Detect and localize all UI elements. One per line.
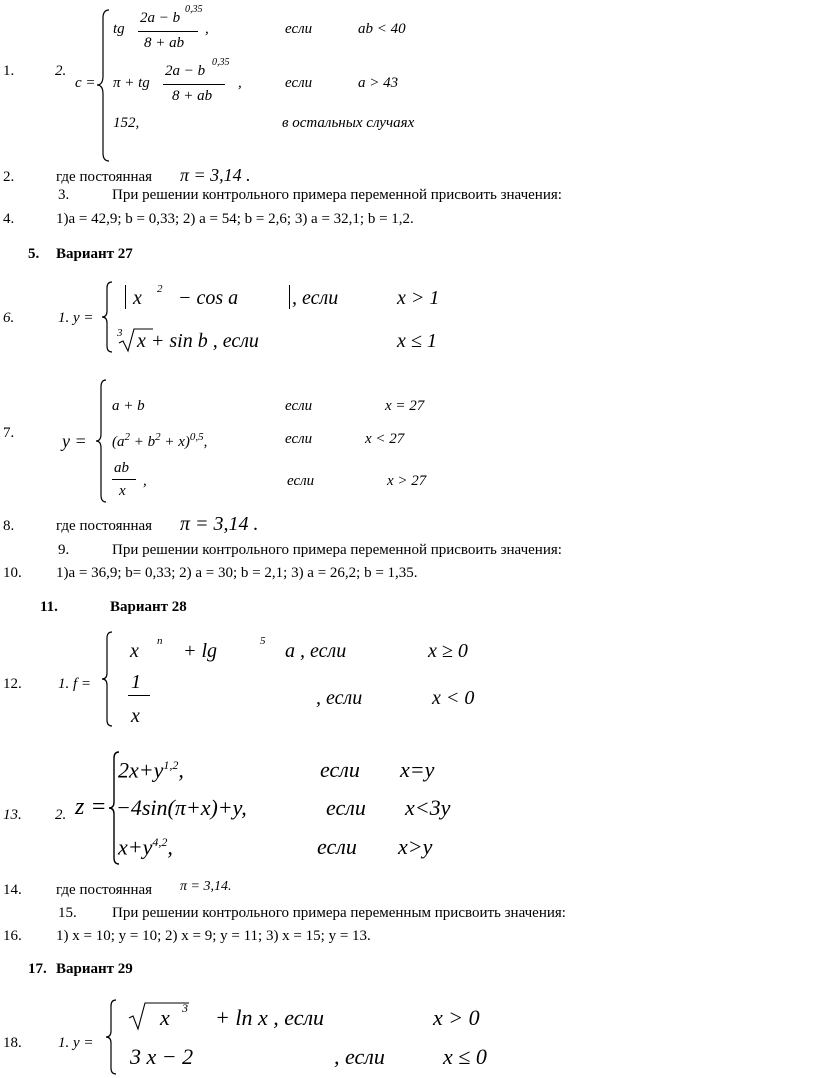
condition: x ≤ 1: [397, 330, 437, 352]
fraction-bar: [138, 31, 198, 32]
constant-label: где постоянная: [56, 882, 153, 898]
condition: x = 27: [385, 398, 425, 414]
fraction-bar: [163, 84, 225, 85]
variant-heading: Вариант 28: [110, 599, 187, 615]
line-number: 11.: [40, 599, 58, 615]
line-number: 9.: [58, 542, 70, 558]
comma: ,: [205, 21, 209, 37]
line-number: 2.: [3, 169, 15, 185]
exponent: 0,35: [212, 57, 230, 68]
condition: x > 1: [397, 287, 440, 309]
constant-label: где постоянная: [56, 518, 153, 534]
expression: x + sin b , если: [137, 330, 259, 352]
line-number: 8.: [3, 518, 15, 534]
test-values: 1)a = 42,9; b = 0,33; 2) a = 54; b = 2,6; 3) a = 32,1; b = 1,2.: [56, 211, 414, 227]
root-sign: [128, 1002, 190, 1030]
line-number: 10.: [3, 565, 22, 581]
condition-word: , если: [316, 687, 363, 709]
system-brace: [100, 280, 116, 354]
expression: $x+y^{4,2}$,: [118, 834, 173, 860]
constant-value: π = 3,14 .: [180, 165, 251, 185]
test-values: 1) x = 10; y = 10; 2) x = 9; y = 11; 3) x = 15; y = 13.: [56, 928, 371, 944]
formula-label: 1. y =: [58, 310, 94, 326]
exponent: 0,35: [185, 4, 203, 15]
constant-value: π = 3,14.: [180, 879, 232, 894]
fraction-denominator: 8 + ab: [144, 35, 185, 51]
condition: ab < 40: [358, 21, 406, 37]
pi-tg-term: π + tg: [113, 75, 150, 91]
value: 152,: [113, 115, 140, 131]
exponent: n: [157, 635, 163, 647]
condition: x > 27: [387, 473, 427, 489]
fraction-numerator: 1: [131, 671, 141, 693]
line-number: 1.: [3, 63, 15, 79]
condition-word: , если: [334, 1044, 385, 1069]
condition: x > 0: [433, 1005, 480, 1030]
fraction-bar: [112, 479, 136, 480]
variant-heading: Вариант 29: [56, 961, 133, 977]
constant-value: π = 3,14 .: [180, 513, 259, 535]
formula-lhs: c =: [75, 75, 96, 91]
line-number: 3.: [58, 187, 70, 203]
abs-bar-right: [289, 285, 290, 309]
fraction-bar: [128, 695, 150, 696]
expression: + lg: [183, 640, 218, 662]
fraction-numerator: 2a − b: [140, 10, 181, 26]
expression: + ln x , если: [215, 1005, 325, 1030]
condition-word: если: [285, 431, 313, 447]
condition: в остальных случаях: [282, 115, 415, 131]
condition: x<3y: [405, 795, 451, 820]
line-number: 18.: [3, 1035, 22, 1051]
condition-word: если: [285, 398, 313, 414]
formula-label: 1. y =: [58, 1035, 94, 1051]
condition: x>y: [398, 834, 433, 859]
system-brace: [94, 378, 110, 504]
abs-bar-left: [125, 285, 126, 309]
expression: −4sin(π+x)+y,: [116, 795, 247, 820]
line-number: 16.: [3, 928, 22, 944]
condition: x ≥ 0: [428, 640, 468, 662]
system-brace: [104, 998, 120, 1076]
constant-label: где постоянная: [56, 169, 153, 185]
assignment-text: При решении контрольного примера переменным присвоить значения:: [112, 905, 566, 921]
condition: x < 27: [365, 431, 405, 447]
exponent: 2: [157, 283, 163, 295]
condition-word: если: [285, 21, 313, 37]
expression: $(a^2 + b^2 + x)^{0,5}$,: [112, 431, 208, 450]
item-label: 2.: [55, 63, 67, 79]
line-number: 17.: [28, 961, 47, 977]
assignment-text: При решении контрольного примера переменной присвоить значения:: [112, 542, 562, 558]
condition: x ≤ 0: [443, 1044, 487, 1069]
condition: x=y: [400, 757, 435, 782]
exponent: 3: [182, 1001, 188, 1015]
system-brace: [95, 8, 115, 163]
variant-heading: Вариант 27: [56, 246, 133, 262]
formula-label: 2.: [55, 807, 67, 823]
formula-lhs: z =: [75, 794, 107, 820]
line-number: 12.: [3, 676, 22, 692]
line-number: 5.: [28, 246, 40, 262]
expression: $2x+y^{1,2}$,: [118, 757, 184, 783]
condition: x < 0: [432, 687, 475, 709]
variable: x: [133, 287, 142, 309]
variable: x: [160, 1005, 170, 1030]
line-number: 13.: [3, 807, 22, 823]
root-index: 3: [117, 327, 123, 339]
condition-word: если: [285, 75, 313, 91]
formula-lhs: y =: [62, 431, 87, 451]
line-number: 15.: [58, 905, 77, 921]
expression: a , если: [285, 640, 347, 662]
fraction-denominator: 8 + ab: [172, 88, 213, 104]
condition-word: если: [320, 757, 360, 782]
fraction-denominator: x: [131, 705, 140, 727]
expression: a + b: [112, 398, 145, 414]
assignment-text: При решении контрольного примера переменной присвоить значения:: [112, 187, 562, 203]
condition: a > 43: [358, 75, 399, 91]
condition-word: если: [326, 795, 366, 820]
expression: 3 x − 2: [130, 1044, 194, 1069]
variable: x: [130, 640, 139, 662]
comma: ,: [143, 473, 147, 489]
fraction-numerator: ab: [114, 460, 129, 476]
fraction-numerator: 2a − b: [165, 63, 206, 79]
line-number: 4.: [3, 211, 15, 227]
fraction-denominator: x: [119, 483, 126, 499]
line-number: 7.: [3, 425, 15, 441]
line-number: 14.: [3, 882, 22, 898]
comma: ,: [238, 75, 242, 91]
line-number: 6.: [3, 310, 15, 326]
exponent: 5: [260, 635, 266, 647]
system-brace: [100, 630, 116, 728]
expression: − cos a: [178, 287, 239, 309]
condition-word: если: [317, 834, 357, 859]
condition-word: , если: [292, 287, 339, 309]
tg-function: tg: [113, 21, 125, 37]
formula-label: 1. f =: [58, 676, 92, 692]
condition-word: если: [287, 473, 315, 489]
test-values: 1)a = 36,9; b= 0,33; 2) a = 30; b = 2,1; 3) a = 26,2; b = 1,35.: [56, 565, 418, 581]
